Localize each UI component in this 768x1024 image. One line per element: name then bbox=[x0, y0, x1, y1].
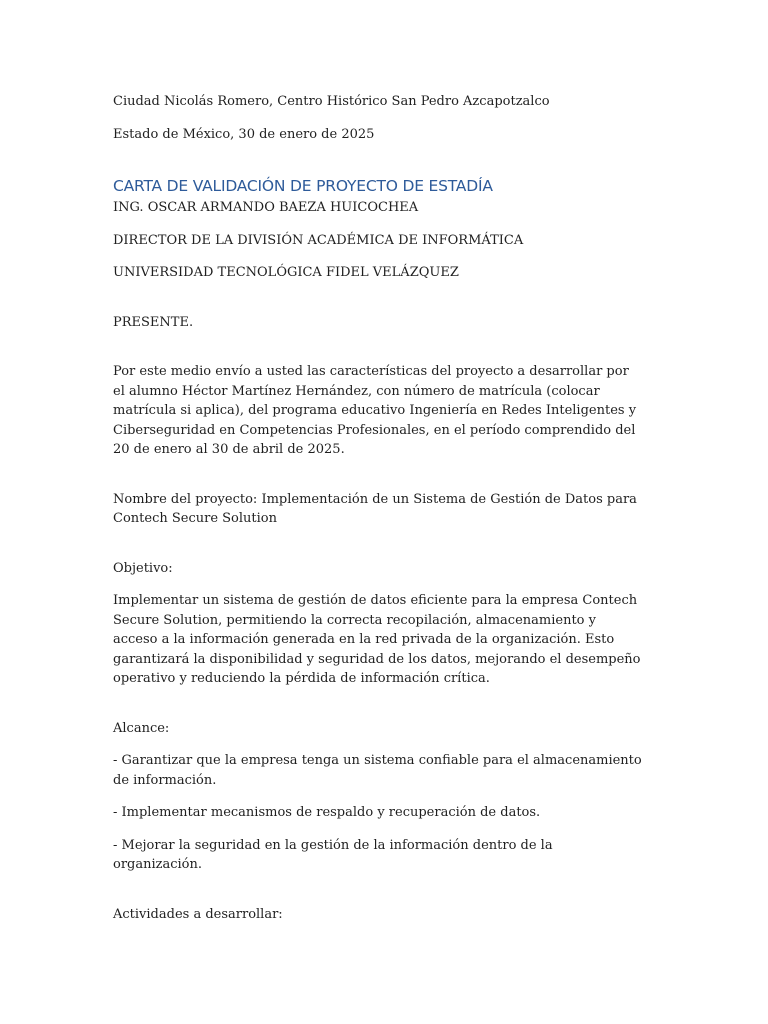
date-line: Estado de México, 30 de enero de 2025 bbox=[113, 126, 375, 142]
scope-heading: Alcance: bbox=[113, 720, 170, 736]
recipient-role: DIRECTOR DE LA DIVISIÓN ACADÉMICA DE INFORMÁTICA bbox=[113, 232, 524, 248]
letter-page bbox=[113, 92, 643, 937]
project-name: Nombre del proyecto: Implementación de un Sistema de Gestión de Datos para Contech Secure Solution bbox=[113, 491, 637, 526]
place-line: Ciudad Nicolás Romero, Centro Histórico San Pedro Azcapotzalco bbox=[113, 94, 550, 109]
intro-paragraph: Por este medio envío a usted las características del proyecto a desarrollar por el alumno Héctor Martínez Hernández, con número de matrícula (colocar matrícula si aplica), del programa educativo Ingeniería en Redes Inteligentes y Ciberseguridad en Competencias Profesionales, en el período comprendido del 20 de enero al 30 de abril de 2025. bbox=[113, 364, 637, 457]
objective-heading: Objetivo: bbox=[113, 560, 173, 576]
recipient-institution: UNIVERSIDAD TECNOLÓGICA FIDEL VELÁZQUEZ bbox=[113, 265, 459, 280]
scope-item: - Mejorar la seguridad en la gestión de la información dentro de la organización. bbox=[113, 837, 553, 872]
objective-text: Implementar un sistema de gestión de datos eficiente para la empresa Contech Secure Solution, permitiendo la correcta recopilación, almacenamiento y acceso a la información generada en la red privada de la organización. Esto garantizará la disponibilidad y seguridad de los datos, mejorando el desempeño operativo y reduciendo la pérdida de información crítica. bbox=[113, 593, 641, 686]
scope-item: - Garantizar que la empresa tenga un sistema confiable para el almacenamiento de información. bbox=[113, 753, 642, 788]
activities-heading: Actividades a desarrollar: bbox=[113, 906, 283, 922]
salutation: PRESENTE. bbox=[113, 314, 194, 330]
letter-title: CARTA DE VALIDACIÓN DE PROYECTO DE ESTADÍA bbox=[113, 177, 493, 195]
recipient-name: ING. OSCAR ARMANDO BAEZA HUICOCHEA bbox=[113, 200, 419, 215]
scope-item: - Implementar mecanismos de respaldo y recuperación de datos. bbox=[113, 805, 541, 820]
